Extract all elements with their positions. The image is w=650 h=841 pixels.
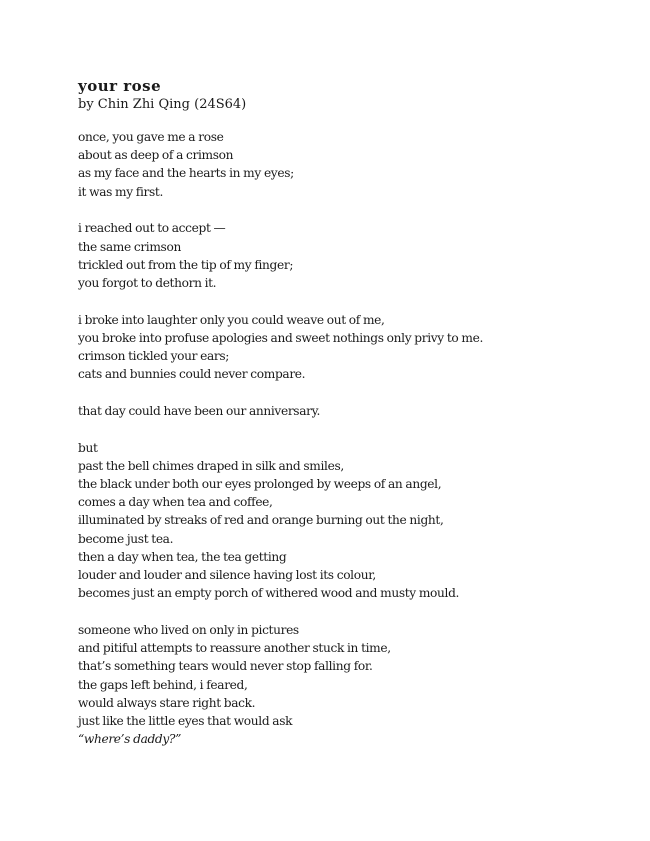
poem-line: about as deep of a crimson: [78, 148, 234, 163]
stanza-3: [78, 311, 618, 384]
poem-line: i broke into laughter only you could weave out of me,: [78, 312, 385, 327]
poem-line: it was my first.: [78, 184, 163, 199]
poem-byline: by Chin Zhi Qing (24S64): [78, 97, 247, 112]
stanza-5: [78, 439, 618, 603]
poem-line: and pitiful attempts to reassure another stuck in time,: [78, 641, 391, 656]
poem-line: cats and bunnies could never compare.: [78, 367, 306, 382]
poem-line: someone who lived on only in pictures: [78, 622, 299, 637]
poem-line: past the bell chimes draped in silk and smiles,: [78, 458, 344, 473]
poem-page: [78, 76, 618, 767]
poem-line: that day could have been our anniversary.: [78, 403, 321, 418]
poem-line: just like the little eyes that would ask: [78, 713, 293, 728]
poem-line: then a day when tea, the tea getting: [78, 549, 287, 564]
poem-line: trickled out from the tip of my finger;: [78, 257, 294, 272]
poem-line: but: [78, 440, 98, 455]
poem-line: crimson tickled your ears;: [78, 349, 230, 364]
poem-line: comes a day when tea and coffee,: [78, 495, 273, 510]
poem-title: your rose: [78, 77, 162, 95]
poem-line: the black under both our eyes prolonged by weeps of an angel,: [78, 477, 442, 492]
poem-line: becomes just an empty porch of withered wood and musty mould.: [78, 586, 460, 601]
stanza-4: [78, 402, 618, 420]
poem-line: louder and louder and silence having lost its colour,: [78, 568, 376, 583]
poem-line: become just tea.: [78, 531, 174, 546]
stanza-1: [78, 128, 618, 201]
poem-line: once, you gave me a rose: [78, 130, 224, 144]
stanza-2: [78, 219, 618, 292]
poem-line: as my face and the hearts in my eyes;: [78, 166, 294, 181]
poem-line: illuminated by streaks of red and orange burning out the night,: [78, 513, 444, 528]
stanza-6: [78, 621, 618, 748]
poem-line: you broke into profuse apologies and sweet nothings only privy to me.: [78, 330, 483, 345]
poem-line: i reached out to accept —: [78, 221, 226, 236]
poem-line: you forgot to dethorn it.: [78, 275, 217, 290]
poem-line-quote: “where’s daddy?”: [78, 732, 181, 747]
poem-line: would always stare right back.: [78, 695, 256, 710]
poem-line: the gaps left behind, i feared,: [78, 677, 248, 692]
poem-line: the same crimson: [78, 239, 181, 254]
poem-line: that’s something tears would never stop falling for.: [78, 659, 373, 674]
